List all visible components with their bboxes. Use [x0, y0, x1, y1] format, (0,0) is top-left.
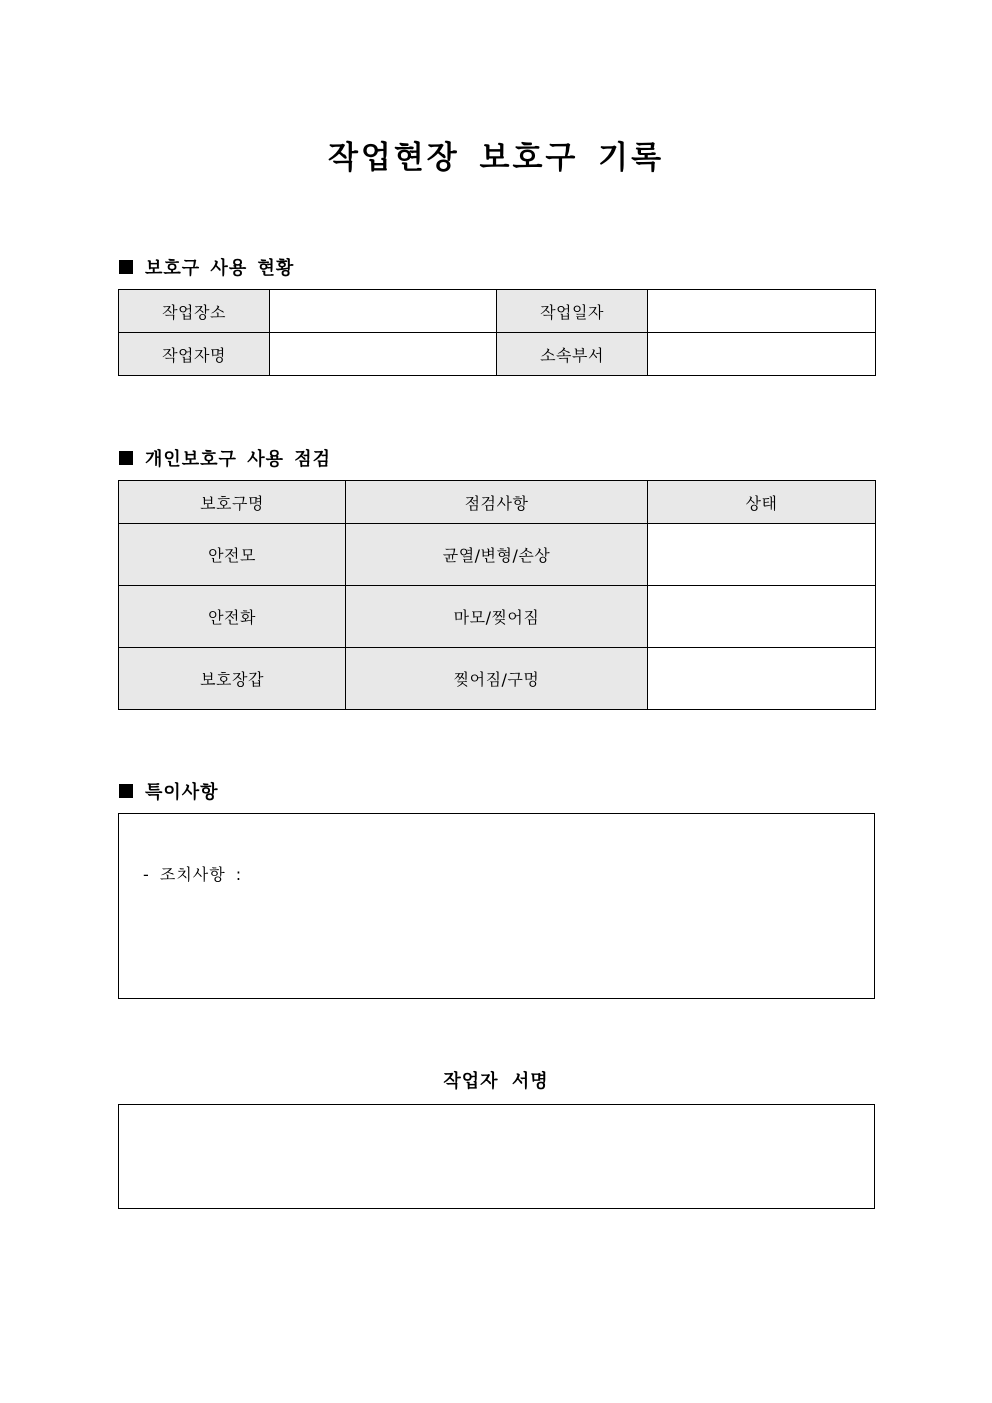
label-work-date: 작업일자 — [497, 290, 648, 333]
usage-status-table — [118, 289, 876, 376]
department-field[interactable] — [648, 333, 876, 376]
document-title: 작업현장 보호구 기록 — [327, 140, 665, 176]
signature-box[interactable] — [118, 1104, 875, 1209]
table-row — [119, 290, 876, 333]
table-row — [119, 648, 876, 710]
column-header-check-items: 점검사항 — [346, 481, 648, 524]
section-heading-usage-status — [119, 254, 294, 280]
work-site-field[interactable] — [270, 290, 497, 333]
label-work-site: 작업장소 — [119, 290, 270, 333]
black-square-bullet-icon — [119, 451, 133, 465]
column-header-ppe-name: 보호구명 — [119, 481, 346, 524]
section-heading-text: 보호구 사용 현황 — [145, 258, 295, 279]
signature-heading: 작업자 서명 — [443, 1071, 549, 1092]
ppe-check-table — [118, 480, 876, 710]
check-item-cell: 마모/찢어짐 — [346, 586, 648, 648]
status-field[interactable] — [648, 524, 876, 586]
table-header-row — [119, 481, 876, 524]
ppe-name-cell: 안전화 — [119, 586, 346, 648]
table-row — [119, 524, 876, 586]
table-row — [119, 333, 876, 376]
section-heading-text: 특이사항 — [145, 782, 219, 803]
label-department: 소속부서 — [497, 333, 648, 376]
section-heading-remarks — [119, 778, 219, 804]
status-field[interactable] — [648, 648, 876, 710]
ppe-name-cell: 보호장갑 — [119, 648, 346, 710]
section-heading-text: 개인보호구 사용 점검 — [145, 449, 332, 470]
column-header-status: 상태 — [648, 481, 876, 524]
table-row — [119, 586, 876, 648]
status-field[interactable] — [648, 586, 876, 648]
remarks-box[interactable] — [118, 813, 875, 999]
black-square-bullet-icon — [119, 784, 133, 798]
check-item-cell: 찢어짐/구멍 — [346, 648, 648, 710]
worker-name-field[interactable] — [270, 333, 497, 376]
action-taken-line: - 조치사항 : — [143, 865, 243, 884]
check-item-cell: 균열/변형/손상 — [346, 524, 648, 586]
black-square-bullet-icon — [119, 260, 133, 274]
label-worker-name: 작업자명 — [119, 333, 270, 376]
section-heading-ppe-check — [119, 445, 331, 471]
ppe-name-cell: 안전모 — [119, 524, 346, 586]
work-date-field[interactable] — [648, 290, 876, 333]
